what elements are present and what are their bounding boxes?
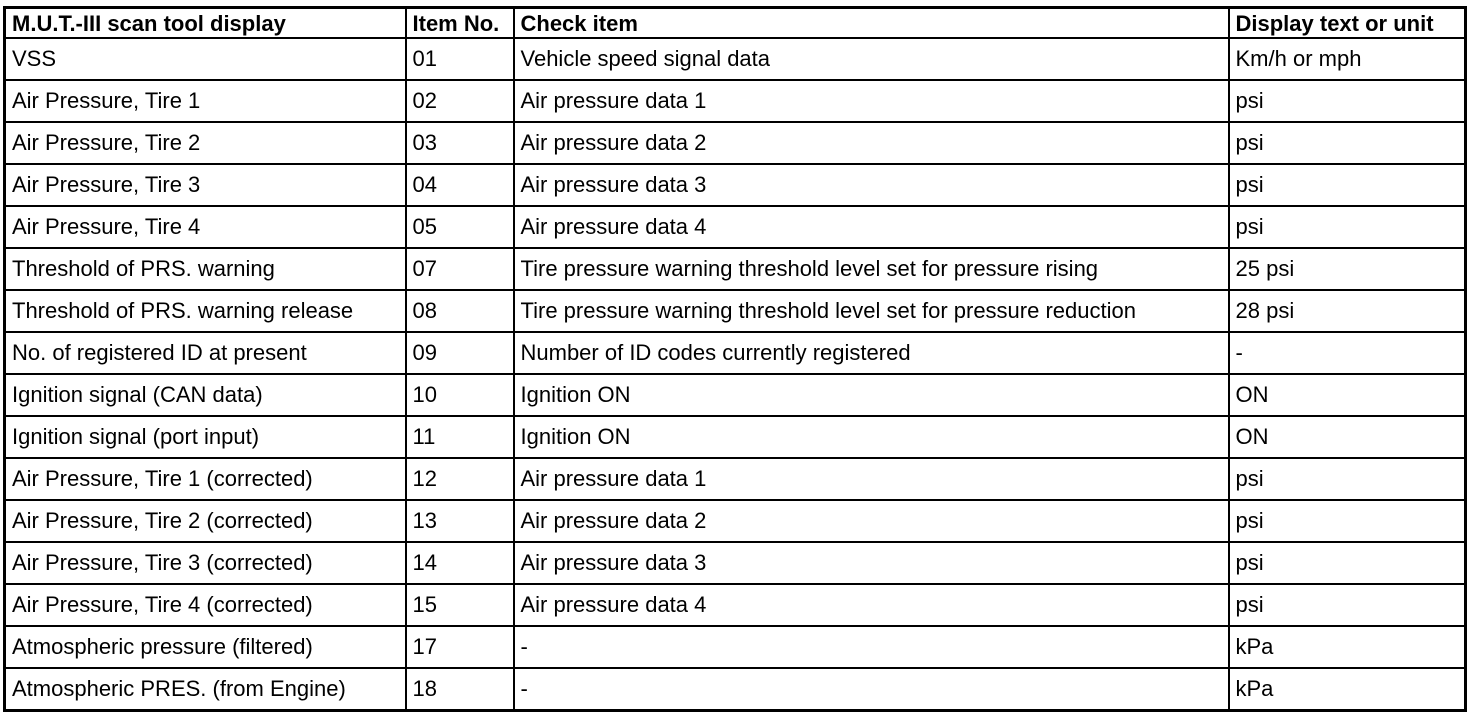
cell-item-no: 11 [406, 416, 514, 458]
cell-item-no: 10 [406, 374, 514, 416]
header-scan-tool-display: M.U.T.-III scan tool display [5, 8, 406, 39]
cell-display-unit: 25 psi [1229, 248, 1466, 290]
cell-scan-tool-display: Air Pressure, Tire 1 (corrected) [5, 458, 406, 500]
cell-scan-tool-display: Air Pressure, Tire 4 (corrected) [5, 584, 406, 626]
cell-item-no: 18 [406, 668, 514, 711]
header-item-no: Item No. [406, 8, 514, 39]
cell-check-item: Air pressure data 1 [514, 80, 1229, 122]
cell-item-no: 15 [406, 584, 514, 626]
cell-scan-tool-display: Air Pressure, Tire 1 [5, 80, 406, 122]
cell-scan-tool-display: Atmospheric PRES. (from Engine) [5, 668, 406, 711]
cell-item-no: 03 [406, 122, 514, 164]
cell-check-item: Number of ID codes currently registered [514, 332, 1229, 374]
cell-item-no: 05 [406, 206, 514, 248]
table-row [5, 290, 1466, 332]
cell-check-item: Ignition ON [514, 416, 1229, 458]
cell-display-unit: psi [1229, 164, 1466, 206]
cell-display-unit: kPa [1229, 668, 1466, 711]
table-header-row [5, 8, 1466, 39]
cell-check-item: - [514, 626, 1229, 668]
cell-check-item: Ignition ON [514, 374, 1229, 416]
table-row [5, 542, 1466, 584]
table-row [5, 458, 1466, 500]
data-list-table-container [3, 6, 1467, 712]
table-row [5, 668, 1466, 711]
header-check-item: Check item [514, 8, 1229, 39]
cell-item-no: 04 [406, 164, 514, 206]
cell-display-unit: psi [1229, 206, 1466, 248]
cell-check-item: Air pressure data 2 [514, 122, 1229, 164]
cell-item-no: 08 [406, 290, 514, 332]
data-list-table [3, 6, 1467, 712]
cell-display-unit: Km/h or mph [1229, 38, 1466, 80]
cell-scan-tool-display: Atmospheric pressure (filtered) [5, 626, 406, 668]
cell-display-unit: psi [1229, 458, 1466, 500]
cell-scan-tool-display: No. of registered ID at present [5, 332, 406, 374]
cell-scan-tool-display: Air Pressure, Tire 2 (corrected) [5, 500, 406, 542]
table-row [5, 626, 1466, 668]
table-row [5, 332, 1466, 374]
cell-item-no: 17 [406, 626, 514, 668]
cell-item-no: 07 [406, 248, 514, 290]
cell-scan-tool-display: Ignition signal (CAN data) [5, 374, 406, 416]
cell-display-unit: 28 psi [1229, 290, 1466, 332]
table-row [5, 584, 1466, 626]
cell-scan-tool-display: VSS [5, 38, 406, 80]
cell-item-no: 09 [406, 332, 514, 374]
cell-scan-tool-display: Air Pressure, Tire 4 [5, 206, 406, 248]
cell-item-no: 01 [406, 38, 514, 80]
cell-display-unit: psi [1229, 542, 1466, 584]
cell-check-item: Air pressure data 3 [514, 542, 1229, 584]
cell-display-unit: ON [1229, 374, 1466, 416]
cell-check-item: Tire pressure warning threshold level set for pressure reduction [514, 290, 1229, 332]
table-row [5, 80, 1466, 122]
cell-scan-tool-display: Ignition signal (port input) [5, 416, 406, 458]
cell-display-unit: - [1229, 332, 1466, 374]
cell-display-unit: psi [1229, 584, 1466, 626]
cell-scan-tool-display: Threshold of PRS. warning [5, 248, 406, 290]
cell-check-item: Air pressure data 4 [514, 584, 1229, 626]
cell-check-item: - [514, 668, 1229, 711]
table-row [5, 416, 1466, 458]
cell-check-item: Tire pressure warning threshold level set for pressure rising [514, 248, 1229, 290]
table-row [5, 500, 1466, 542]
cell-item-no: 14 [406, 542, 514, 584]
cell-display-unit: ON [1229, 416, 1466, 458]
cell-scan-tool-display: Air Pressure, Tire 3 [5, 164, 406, 206]
table-row [5, 38, 1466, 80]
cell-scan-tool-display: Air Pressure, Tire 2 [5, 122, 406, 164]
cell-check-item: Air pressure data 1 [514, 458, 1229, 500]
table-row [5, 206, 1466, 248]
cell-display-unit: psi [1229, 80, 1466, 122]
table-row [5, 164, 1466, 206]
cell-display-unit: kPa [1229, 626, 1466, 668]
cell-display-unit: psi [1229, 122, 1466, 164]
table-row [5, 374, 1466, 416]
cell-item-no: 12 [406, 458, 514, 500]
header-display-unit: Display text or unit [1229, 8, 1466, 39]
cell-check-item: Air pressure data 2 [514, 500, 1229, 542]
cell-check-item: Vehicle speed signal data [514, 38, 1229, 80]
cell-check-item: Air pressure data 4 [514, 206, 1229, 248]
cell-scan-tool-display: Threshold of PRS. warning release [5, 290, 406, 332]
table-row [5, 248, 1466, 290]
cell-check-item: Air pressure data 3 [514, 164, 1229, 206]
table-row [5, 122, 1466, 164]
cell-display-unit: psi [1229, 500, 1466, 542]
cell-item-no: 13 [406, 500, 514, 542]
cell-scan-tool-display: Air Pressure, Tire 3 (corrected) [5, 542, 406, 584]
cell-item-no: 02 [406, 80, 514, 122]
